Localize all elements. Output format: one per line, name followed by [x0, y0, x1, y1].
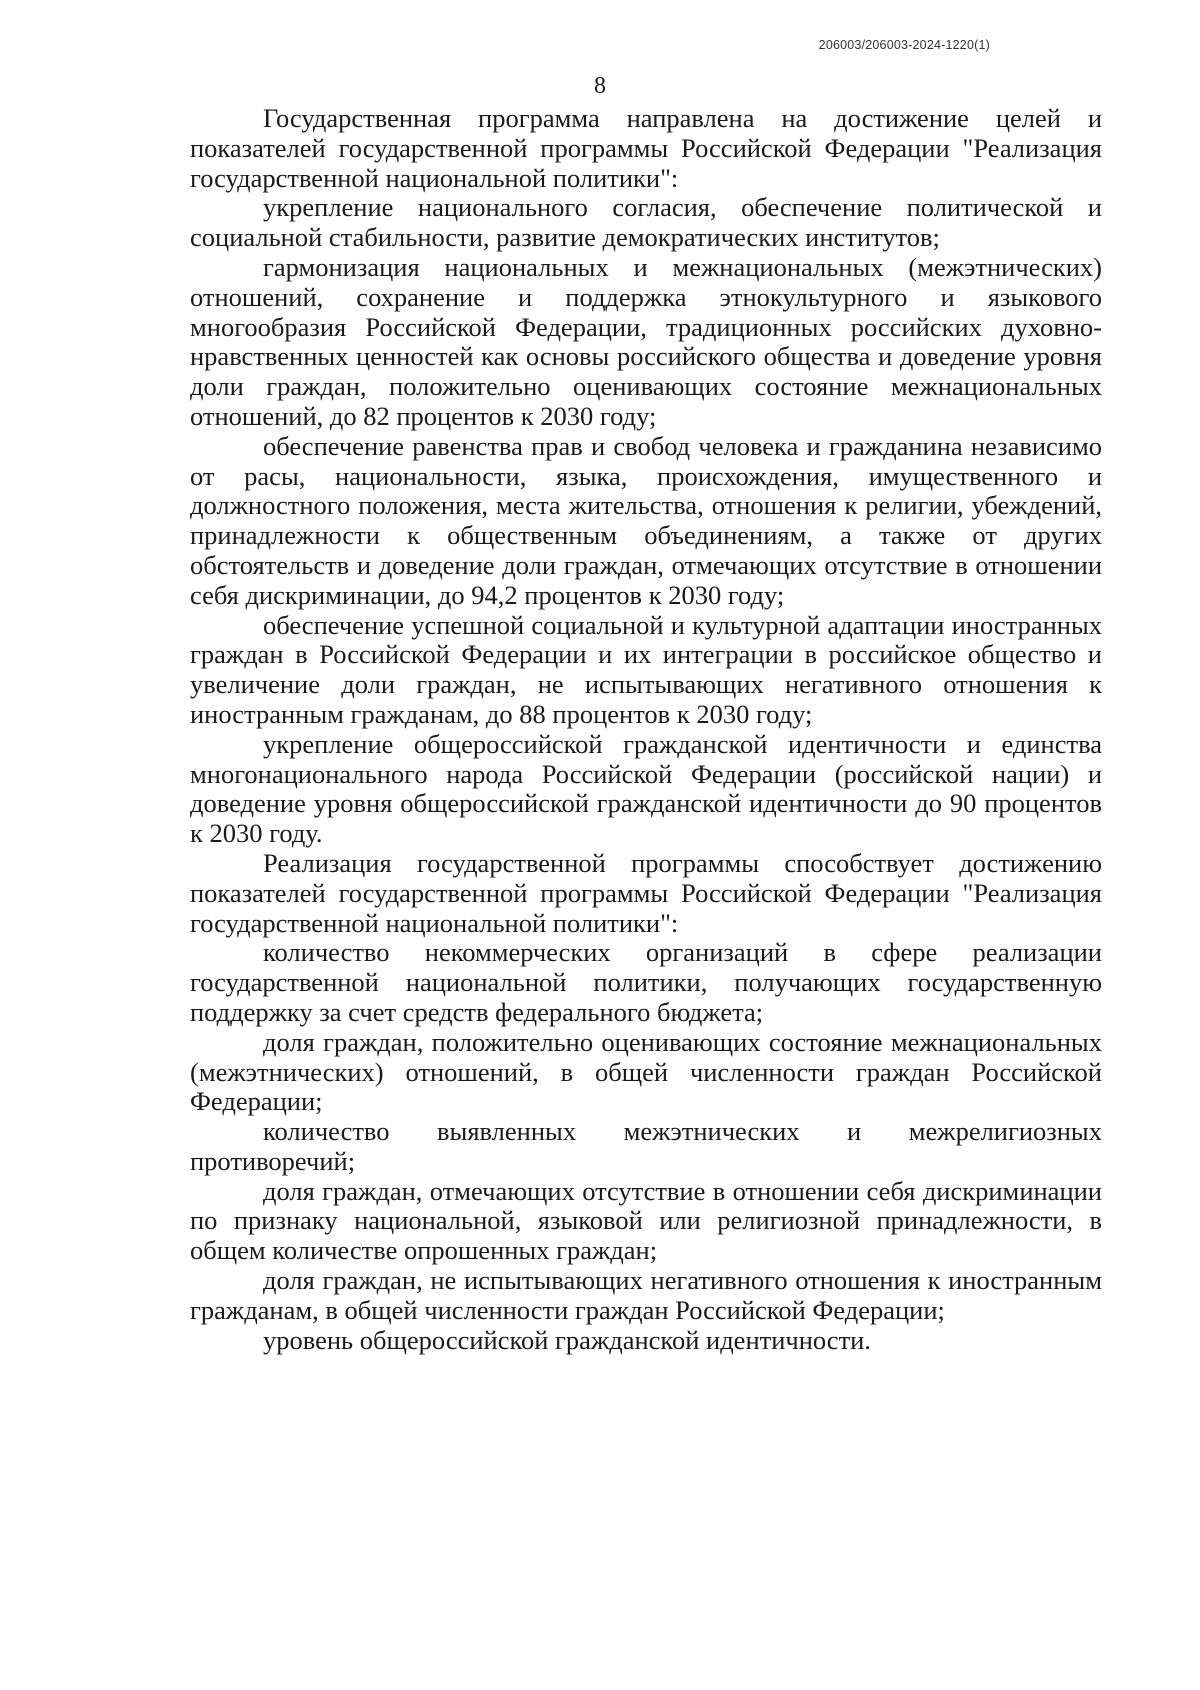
page-number: 8	[594, 73, 606, 99]
paragraph-intro: Государственная программа направлена на достижение целей и показателей государственной программы Российской Федерации "Реализация государственной национальной политики":	[190, 103, 1102, 193]
paragraph-goal-2: гармонизация национальных и межнациональных (межэтнических) отношений, сохранение и поддержка этнокультурного и языкового многообразия Российской Федерации, традиционных российских духовно-нравственных ценностей как основы российского общества и доведение уровня доли граждан, положительно оценивающих состояние межнациональных отношений, до 82 процентов к 2030 году;	[190, 251, 1102, 431]
paragraph-indicator-6: уровень общероссийской гражданской идентичности.	[263, 1324, 871, 1355]
paragraph-indicator-5: доля граждан, не испытывающих негативного отношения к иностранным гражданам, в общей численности граждан Российской Федерации;	[190, 1265, 1102, 1325]
paragraph-goal-3: обеспечение равенства прав и свобод человека и гражданина независимо от расы, национальности, языка, происхождения, имущественного и должностного положения, места жительства, отношения к религии, убеждений, принадлежности к общественным объединениям, а также от других обстоятельств и доведение доли граждан, отмечающих отсутствие в отношении себя дискриминации, до 94,2 процентов к 2030 году;	[190, 430, 1102, 610]
paragraph-indicator-3: количество выявленных межэтнических и межрелигиозных противоречий;	[190, 1116, 1102, 1176]
paragraph-indicator-4: доля граждан, отмечающих отсутствие в отношении себя дискриминации по признаку национальной, языковой или религиозной принадлежности, в общем количестве опрошенных граждан;	[190, 1175, 1102, 1266]
paragraph-goal-5: укрепление общероссийской гражданской идентичности и единства многонационального народа Российской Федерации (российской нации) и доведение уровня общероссийской гражданской идентичности до 90 процентов к 2030 году.	[190, 728, 1102, 849]
body-text	[190, 104, 1102, 1355]
paragraph-goal-1: укрепление национального согласия, обеспечение политической и социальной стабильности, развитие демократических институтов;	[190, 192, 1102, 253]
paragraph-goal-4: обеспечение успешной социальной и культурной адаптации иностранных граждан в Российской Федерации и их интеграции в российское общество и увеличение доли граждан, не испытывающих негативного отношения к иностранным гражданам, до 88 процентов к 2030 году;	[190, 609, 1102, 729]
document-id: 206003/206003-2024-1220(1)	[818, 38, 990, 52]
paragraph-indicators-intro: Реализация государственной программы способствует достижению показателей государственной программы Российской Федерации "Реализация государственной национальной политики":	[190, 847, 1102, 938]
paragraph-indicator-2: доля граждан, положительно оценивающих состояние межнациональных (межэтнических) отношений, в общей численности граждан Российской Федерации;	[190, 1026, 1102, 1117]
paragraph-indicator-1: количество некоммерческих организаций в сфере реализации государственной национальной политики, получающих государственную поддержку за счет средств федерального бюджета;	[190, 937, 1102, 1027]
